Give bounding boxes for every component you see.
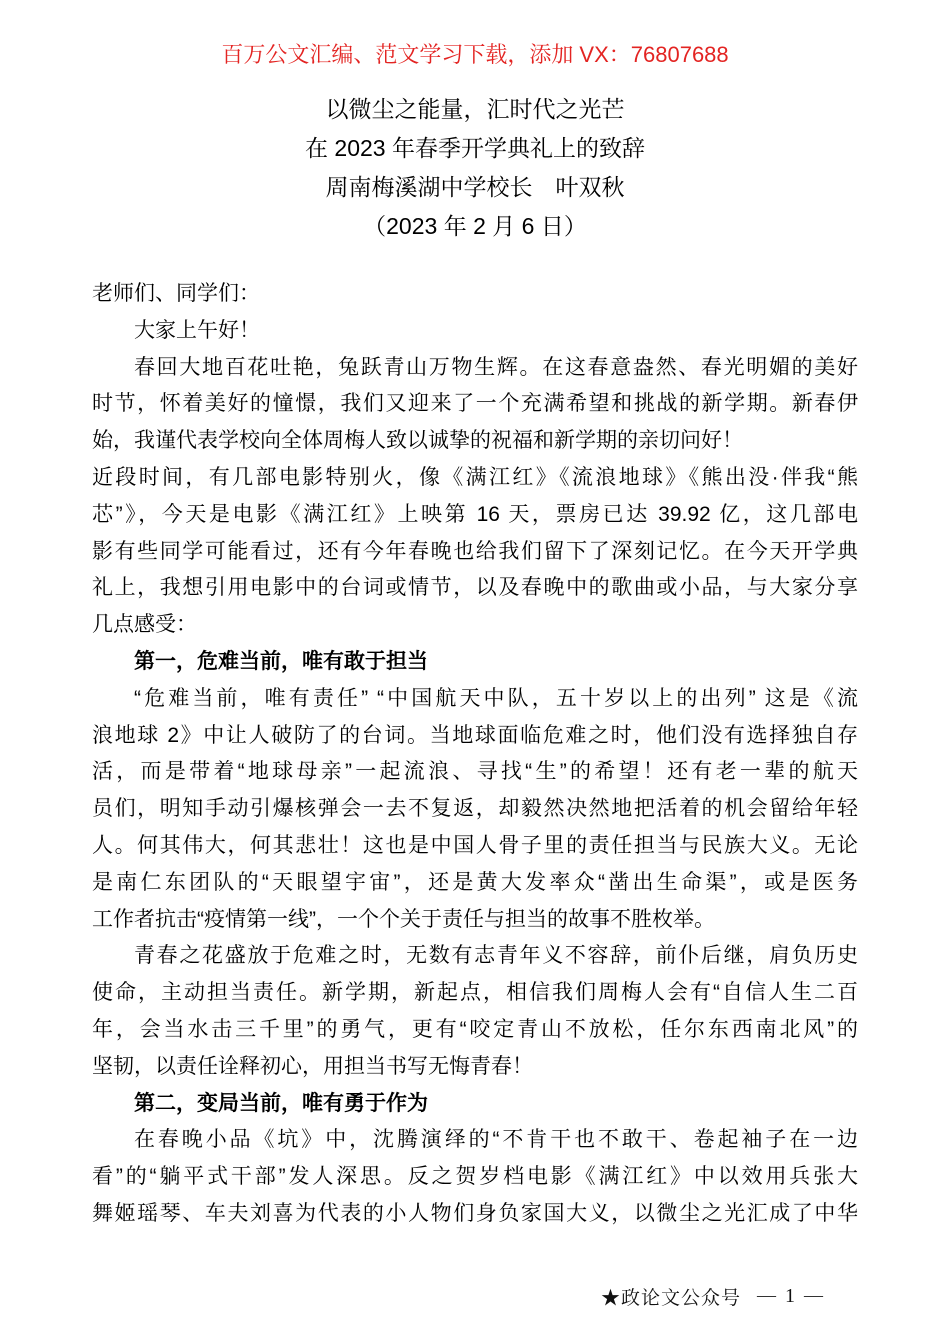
section-heading-line: 第二，变局当前，唯有勇于作为	[134, 1091, 428, 1115]
date-line: （2023 年 2 月 6 日）	[363, 213, 587, 239]
page-number-dash-left: —	[757, 1285, 776, 1307]
text-line: “危难当前，唯有责任” “中国航天中队，五十岁以上的出列” 这是《流	[134, 686, 858, 710]
title-block	[0, 90, 950, 246]
section-heading-line: 第一，危难当前，唯有敢于担当	[134, 649, 428, 673]
text-line: 时节，怀着美好的憧憬，我们又迎来了一个充满希望和挑战的新学期。新春伊	[92, 392, 858, 416]
text-line: 工作者抗击“疫情第一线”，一个个关于责任与担当的故事不胜枚举。	[92, 907, 715, 931]
text-line: 人。何其伟大，何其悲壮！这也是中国人骨子里的责任担当与民族大义。无论	[92, 833, 858, 857]
text-line: 员们，明知手动引爆核弹会一去不复返，却毅然决然地把活着的机会留给年轻	[92, 797, 858, 821]
text-line: 舞姬瑶琴、车夫刘喜为代表的小人物们身负家国大义，以微尘之光汇成了中华	[92, 1201, 858, 1225]
text-line: 看”的“躺平式干部”发人深思。反之贺岁档电影《满江红》中以效用兵张大	[92, 1165, 858, 1189]
promo-banner: 百万公文汇编、范文学习下载，添加 VX：76807688	[221, 42, 729, 67]
text-line: 使命，主动担当责任。新学期，新起点，相信我们周梅人会有“自信人生二百	[92, 981, 858, 1005]
text-line: 在春晚小品《坑》中，沈腾演绎的“不肯干也不敢干、卷起袖子在一边	[134, 1128, 858, 1152]
text-line: 春回大地百花吐艳，兔跃青山万物生辉。在这春意盎然、春光明媚的美好	[134, 355, 858, 379]
text-line: 几点感受：	[92, 613, 197, 637]
text-line: 青春之花盛放于危难之时，无数有志青年义不容辞，前仆后继，肩负历史	[134, 944, 858, 968]
author-line: 周南梅溪湖中学校长 叶双秋	[325, 174, 625, 200]
page-footer	[92, 1283, 858, 1310]
page-number-dash-right: —	[804, 1285, 823, 1307]
document-subtitle: 在 2023 年春季开学典礼上的致辞	[305, 135, 645, 161]
footer-brand: ★政论文公众号	[600, 1287, 741, 1309]
text-line: 坚韧，以责任诠释初心，用担当书写无悔青春！	[92, 1054, 533, 1078]
text-line: 芯”》，今天是电影《满江红》上映第 16 天，票房已达 39.92 亿，这几部电	[92, 502, 858, 526]
text-line: 始，我谨代表学校向全体周梅人致以诚挚的祝福和新学期的亲切问好！	[92, 429, 743, 453]
text-line: 礼上，我想引用电影中的台词或情节，以及春晚中的歌曲或小品，与大家分享	[92, 576, 858, 600]
text-line: 影有些同学可能看过，还有今年春晚也给我们留下了深刻记忆。在今天开学典	[92, 539, 858, 563]
document-body	[92, 276, 858, 1233]
text-line: 是南仁东团队的“天眼望宇宙”，还是黄大发率众“凿出生命渠”，或是医务	[92, 870, 858, 894]
text-line: 活，而是带着“地球母亲”一起流浪、寻找“生”的希望！还有老一辈的航天	[92, 760, 858, 784]
document-title: 以微尘之能量，汇时代之光芒	[325, 96, 625, 122]
text-line: 老师们、同学们：	[92, 282, 260, 305]
text-line: 浪地球 2》中让人破防了的台词。当地球面临危难之时，他们没有选择独自存	[92, 723, 858, 747]
text-line: 近段时间，有几部电影特别火，像《满江红》《流浪地球》《熊出没·伴我“熊	[92, 465, 858, 489]
text-line: 大家上午好！	[134, 318, 260, 342]
text-line: 年，会当水击三千里”的勇气，更有“咬定青山不放松，任尔东西南北风”的	[92, 1017, 858, 1041]
page-number: 1	[785, 1284, 795, 1307]
